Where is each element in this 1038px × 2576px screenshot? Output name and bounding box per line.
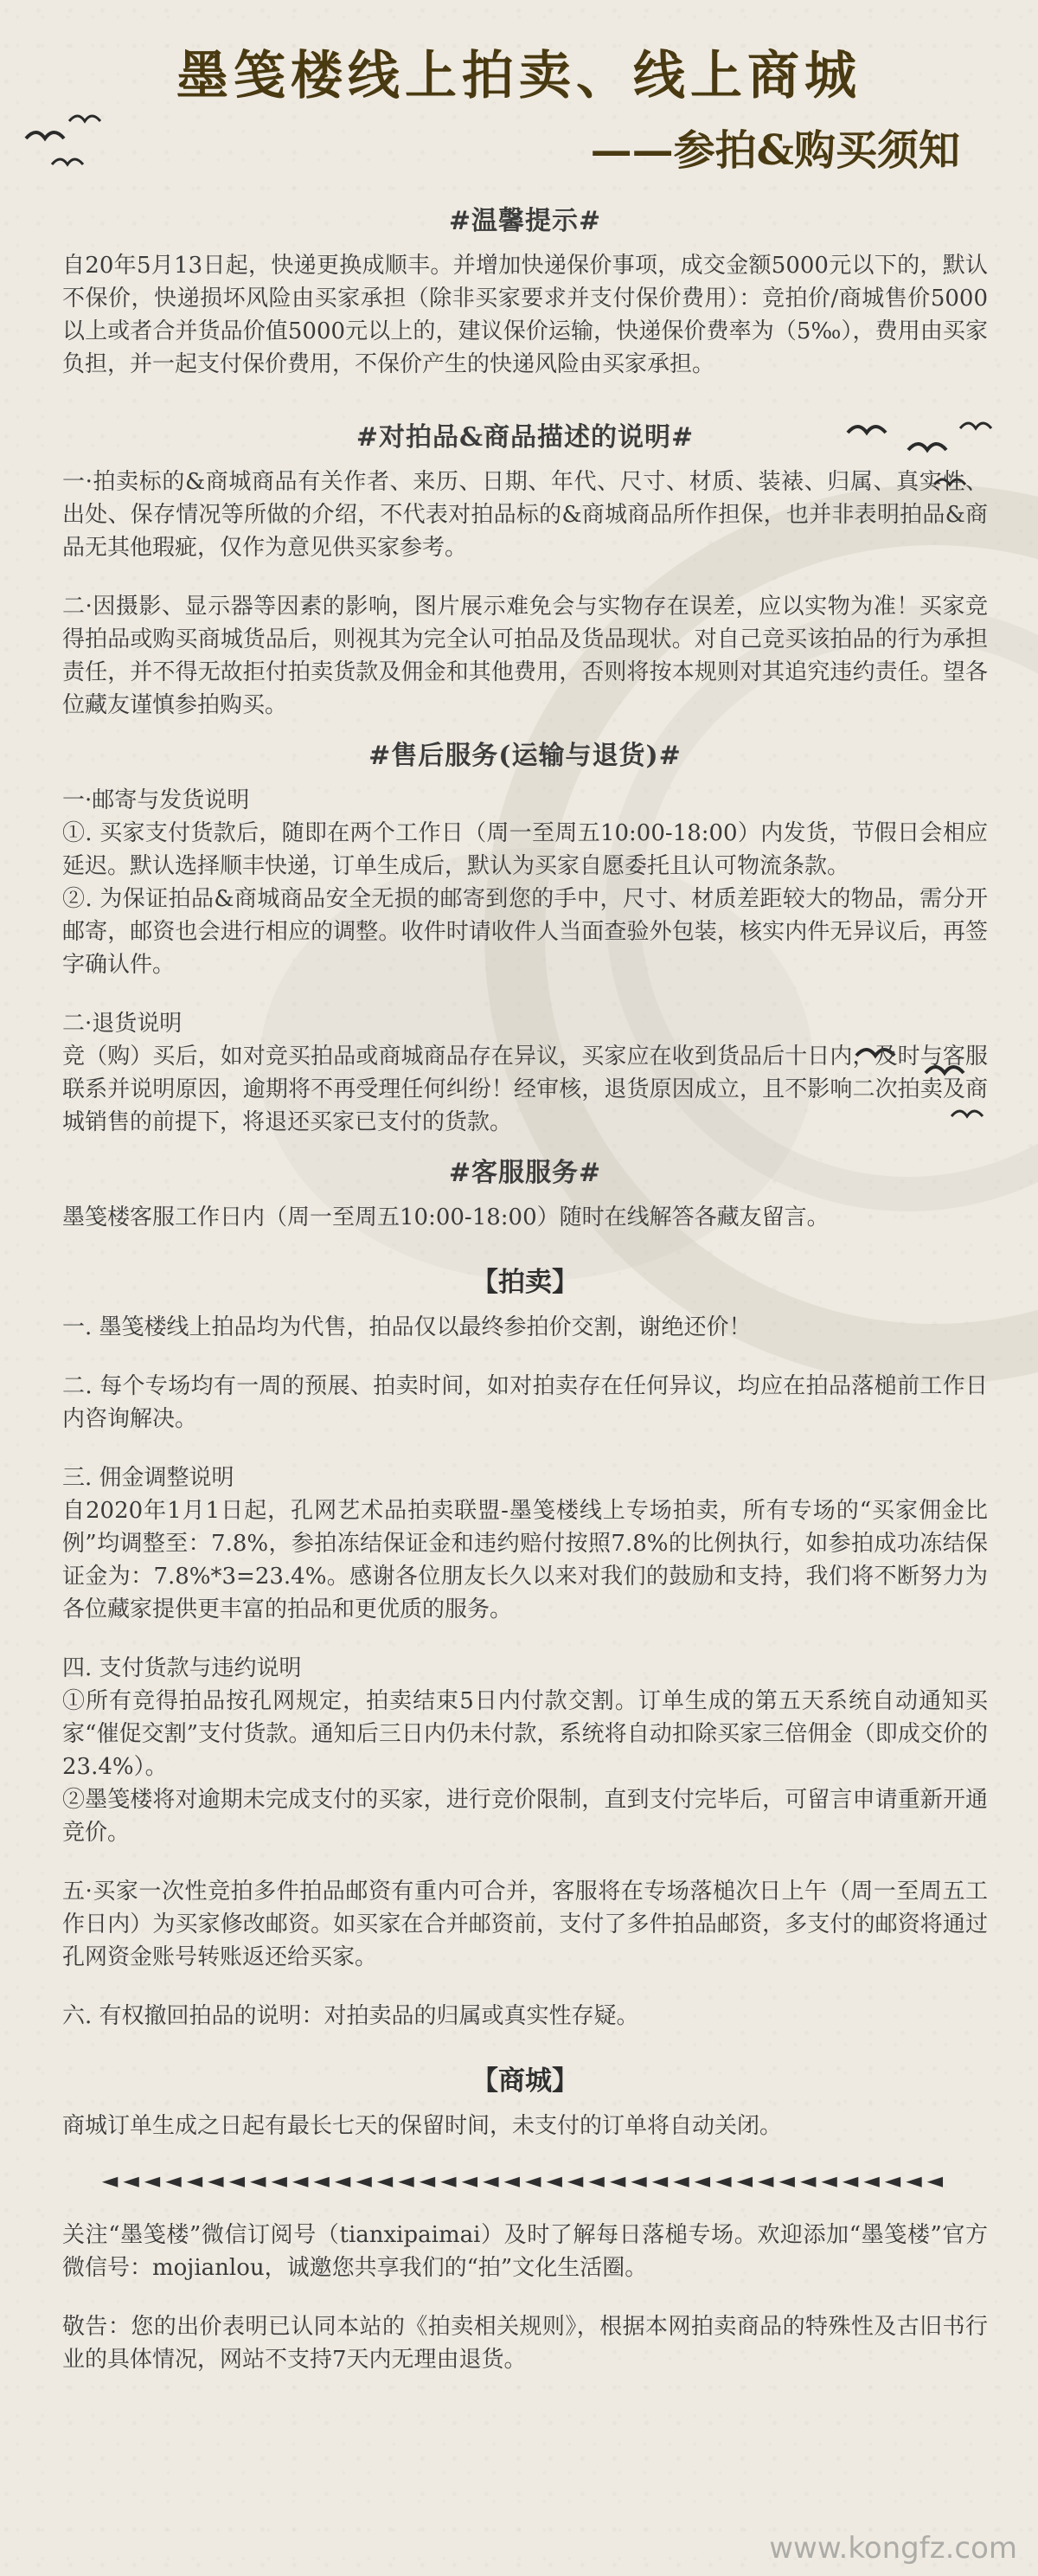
- follow-paragraph: 关注“墨笺楼”微信订阅号（tianxipaimai）及时了解每日落槌专场。欢迎添加“墨笺楼”官方微信号：mojianlou，诚邀您共享我们的“拍”文化生活圈。: [62, 2222, 988, 2281]
- bird-flock-icon: [17, 104, 138, 182]
- notice-paragraph: 敬告：您的出价表明已认同本站的《拍卖相关规则》，根据本网拍卖商品的特殊性及古旧书行业的具体情况，网站不支持7天内无理由退货。: [62, 2314, 988, 2373]
- shipping-paragraph: ②. 为保证拍品&商城商品安全无损的邮寄到您的手中，尺寸、材质差距较大的物品，需分开邮寄，邮资也会进行相应的调整。收件时请收件人当面查验外包装，核实内件无异议后，再签字确认件。: [62, 886, 988, 978]
- section-heading-mall: 【商城】: [471, 2065, 579, 2097]
- page-subtitle: ——参拍&购买须知: [590, 126, 960, 175]
- main-content: [62, 199, 988, 2376]
- tips-paragraph: 自20年5月13日起，快递更换成顺丰。并增加快递保价事项，成交金额5000元以下的，默认不保价，快递损坏风险由买家承担（除非买家要求并支付保价费用）：竞拍价/商城售价5000以上或者合并货品价值5000元以上的，建议保价运输，快递保价费率为（5‰），费用由买家负担，并一起支付保价费用，不保价产生的快递风险由买家承担。: [62, 253, 988, 377]
- section-heading-tips: #温馨提示#: [448, 206, 602, 236]
- return-paragraph: 竞（购）买后，如对竞买拍品或商城商品存在异议，买家应在收到货品后十日内，及时与客服联系并说明原因，逾期将不再受理任何纠纷！经审核，退货原因成立，且不影响二次拍卖及商城销售的前提下，将退还买家已支付的货款。: [62, 1044, 988, 1135]
- shipping-title: 一·邮寄与发货说明: [62, 787, 250, 813]
- auction-paragraph: 一. 墨笺楼线上拍品均为代售，拍品仅以最终参拍价交割，谢绝还价！: [62, 1314, 752, 1340]
- auction-paragraph: 五·买家一次性竞拍多件拍品邮资有重内可合并，客服将在专场落槌次日上午（周一至周五工作日内）为买家修改邮资。如买家在合并邮资前，支付了多件拍品邮资，多支付的邮资将通过孔网资金账号转账返还给买家。: [62, 1879, 988, 1970]
- description-paragraph: 一·拍卖标的&商城商品有关作者、来历、日期、年代、尺寸、材质、装裱、归属、真实性、出处、保存情况等所做的介绍，不代表对拍品标的&商城商品所作担保，也并非表明拍品&商品无其他瑕疵，仅作为意见供买家参考。: [62, 469, 988, 561]
- auction-paragraph: ①所有竞得拍品按孔网规定，拍卖结束5日内付款交割。订单生成的第五天系统自动通知买家“催促交割”支付货款。通知后三日内仍未付款，系统将自动扣除买家三倍佣金（即成交价的23.4%）。: [62, 1688, 988, 1780]
- mall-paragraph: 商城订单生成之日起有最长七天的保留时间，未支付的订单将自动关闭。: [62, 2113, 783, 2139]
- auction-paragraph: 二. 每个专场均有一周的预展、拍卖时间，如对拍卖存在任何异议，均应在拍品落槌前工作日内咨询解决。: [62, 1373, 988, 1432]
- auction-paragraph: ②墨笺楼将对逾期未完成支付的买家，进行竞价限制，直到支付完毕后，可留言申请重新开通竞价。: [62, 1787, 988, 1846]
- section-heading-service: #客服服务#: [448, 1158, 602, 1188]
- shipping-paragraph: ①. 买家支付货款后，随即在两个工作日（周一至周五10:00-18:00）内发货，节假日会相应延迟。默认选择顺丰快递，订单生成后，默认为买家自愿委托且认可物流条款。: [62, 820, 988, 879]
- watermark: www.kongfz.com: [769, 2531, 1017, 2566]
- section-heading-auction: 【拍卖】: [471, 1267, 579, 1298]
- auction-subtitle: 三. 佣金调整说明: [62, 1465, 234, 1491]
- section-heading-aftersale: #售后服务(运输与退货)#: [368, 741, 682, 771]
- service-paragraph: 墨笺楼客服工作日内（周一至周五10:00-18:00）随时在线解答各藏友留言。: [62, 1204, 830, 1230]
- auction-paragraph: 自2020年1月1日起，孔网艺术品拍卖联盟-墨笺楼线上专场拍卖，所有专场的“买家佣金比例”均调整至：7.8%，参拍冻结保证金和违约赔付按照7.8%的比例执行，如参拍成功冻结保证金为：7.8%*3=23.4%。感谢各位朋友长久以来对我们的鼓励和支持，我们将不断努力为各位藏家提供更丰富的拍品和更优质的服务。: [62, 1498, 988, 1622]
- section-heading-description: #对拍品&商品描述的说明#: [356, 422, 695, 453]
- arrow-divider: ◄◄◄◄◄◄◄◄◄◄◄◄◄◄◄◄◄◄◄◄◄◄◄◄◄◄◄◄◄◄◄◄◄◄◄◄◄◄◄◄: [101, 2168, 949, 2193]
- return-title: 二·退货说明: [62, 1011, 183, 1037]
- page-title: 墨笺楼线上拍卖、线上商城: [176, 46, 862, 106]
- auction-paragraph: 六. 有权撤回拍品的说明：对拍卖品的归属或真实性存疑。: [62, 2003, 639, 2029]
- description-paragraph: 二·因摄影、显示器等因素的影响，图片展示难免会与实物存在误差，应以实物为准！买家竞得拍品或购买商城货品后，则视其为完全认可拍品及货品现状。对自己竞买该拍品的行为承担责任，并不得无故拒付拍卖货款及佣金和其他费用，否则将按本规则对其追究违约责任。望各位藏友谨慎参拍购买。: [62, 594, 988, 718]
- auction-subtitle: 四. 支付货款与违约说明: [62, 1655, 302, 1681]
